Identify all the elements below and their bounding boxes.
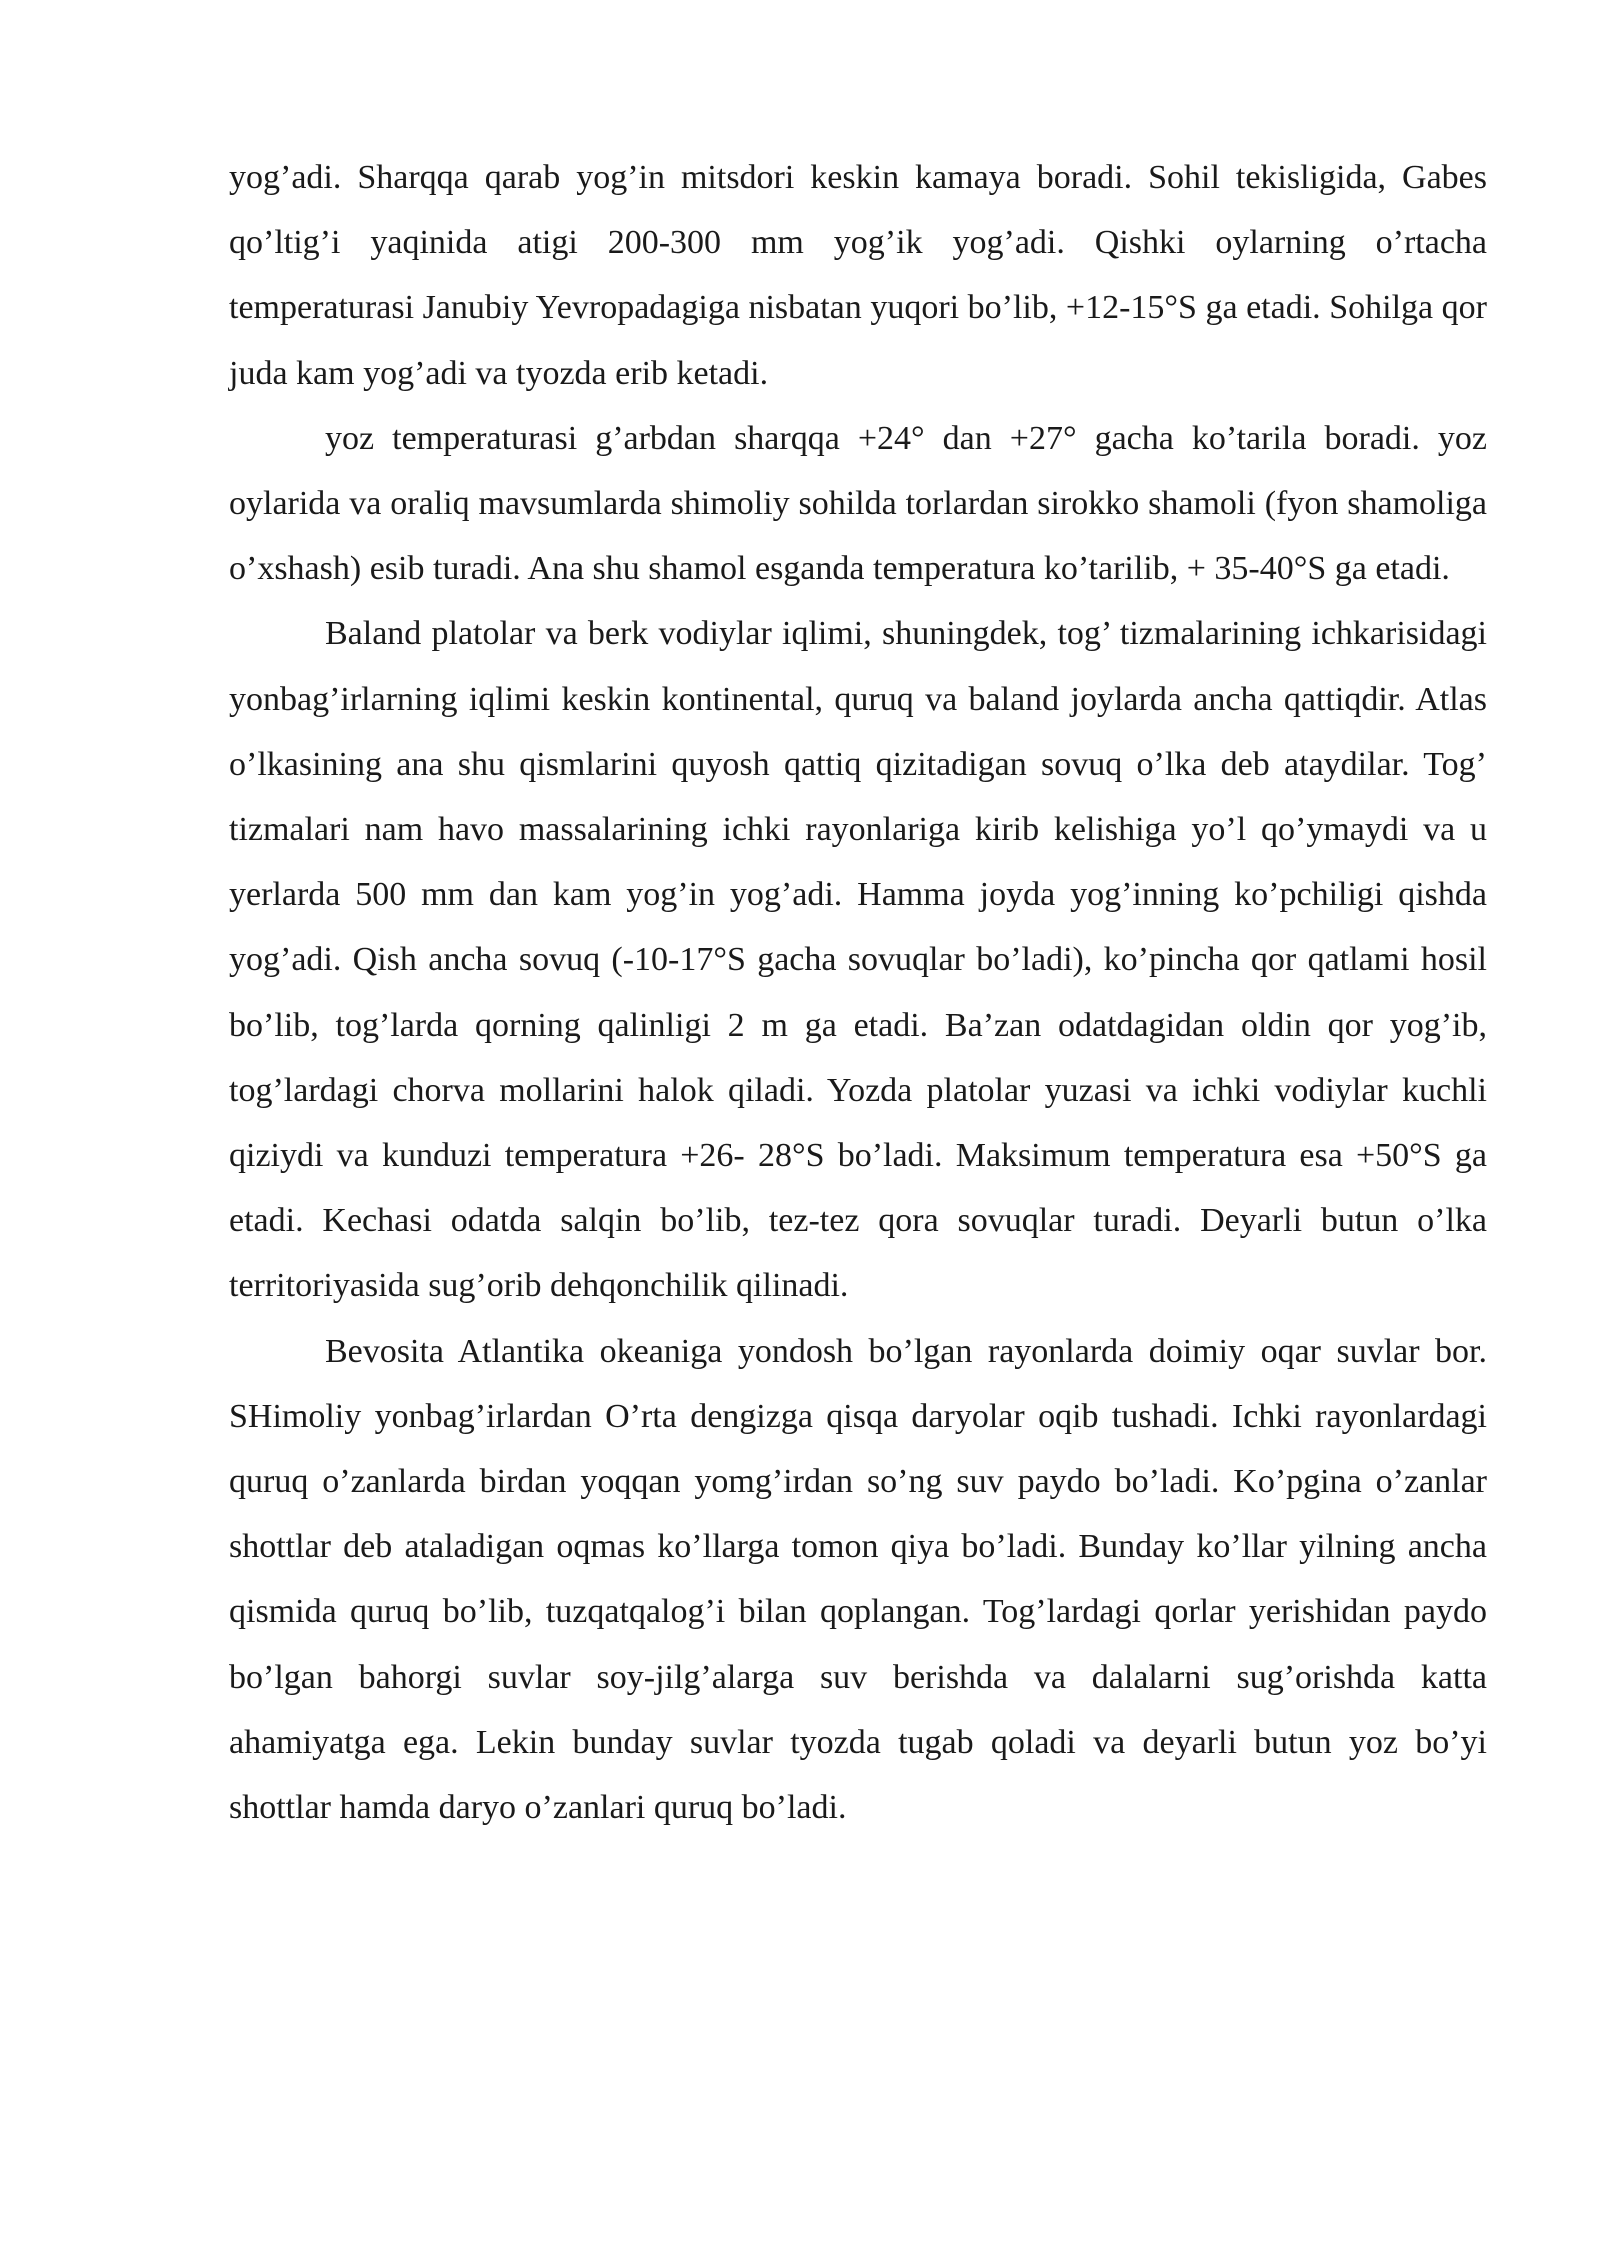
- document-body: [229, 145, 1487, 1840]
- paragraph-3: Baland platolar va berk vodiylar iqlimi, shuningdek, tog’ tizmalarining ichkarisidagi yonbag’irlarning iqlimi keskin kontinental, quruq va baland joylarda ancha qattiqdir. Atlas o’lkasining ana shu qismlarini quyosh qattiq qizitadigan sovuq o’lka deb ataydilar. Tog’ tizmalari nam havo massalarining ichki rayonlariga kirib kelishiga yo’l qo’ymaydi va u yerlarda 500 mm dan kam yog’in yog’adi. Hamma joyda yog’inning ko’pchiligi qishda yog’adi. Qish ancha sovuq (-10-17°S gacha sovuqlar bo’ladi), ko’pincha qor qatlami hosil bo’lib, tog’larda qorning qalinligi 2 m ga etadi. Ba’zan odatdagidan oldin qor yog’ib, tog’lardagi chorva mollarini halok qiladi. Yozda platolar yuzasi va ichki vodiylar kuchli qiziydi va kunduzi temperatura +26- 28°S bo’ladi. Maksimum temperatura esa +50°S ga etadi. Kechasi odatda salqin bo’lib, tez-tez qora sovuqlar turadi. Deyarli butun o’lka territoriyasida sug’orib dehqonchilik qilinadi.: [229, 615, 1487, 1305]
- paragraph-4: Bevosita Atlantika okeaniga yondosh bo’lgan rayonlarda doimiy oqar suvlar bor. SHimoliy yonbag’irlardan O’rta dengizga qisqa daryolar oqib tushadi. Ichki rayonlardagi quruq o’zanlarda birdan yoqqan yomg’irdan so’ng suv paydo bo’ladi. Ko’pgina o’zanlar shottlar deb ataladigan oqmas ko’llarga tomon qiya bo’ladi. Bunday ko’llar yilning ancha qismida quruq bo’lib, tuzqatqalog’i bilan qoplangan. Tog’lardagi qorlar yerishidan paydo bo’lgan bahorgi suvlar soy-jilg’alarga suv berishda va dalalarni sug’orishda katta ahamiyatga ega. Lekin bunday suvlar tyozda tugab qoladi va deyarli butun yoz bo’yi shottlar hamda daryo o’zanlari quruq bo’ladi.: [229, 1332, 1487, 1827]
- paragraph-2: yoz temperaturasi g’arbdan sharqqa +24° dan +27° gacha ko’tarila boradi. yoz oylarida va oraliq mavsumlarda shimoliy sohilda torlardan sirokko shamoli (fyon shamoliga o’xshash) esib turadi. Ana shu shamol esganda temperatura ko’tarilib, + 35-40°S ga etadi.: [229, 419, 1487, 588]
- paragraph-1: yog’adi. Sharqqa qarab yog’in mitsdori keskin kamaya boradi. Sohil tekisligida, Gabes qo’ltig’i yaqinida atigi 200-300 mm yog’ik yog’adi. Qishki oylarning o’rtacha temperaturasi Janubiy Yevropadagiga nisbatan yuqori bo’lib, +12-15°S ga etadi. Sohilga qor juda kam yog’adi va tyozda erib ketadi.: [229, 159, 1487, 392]
